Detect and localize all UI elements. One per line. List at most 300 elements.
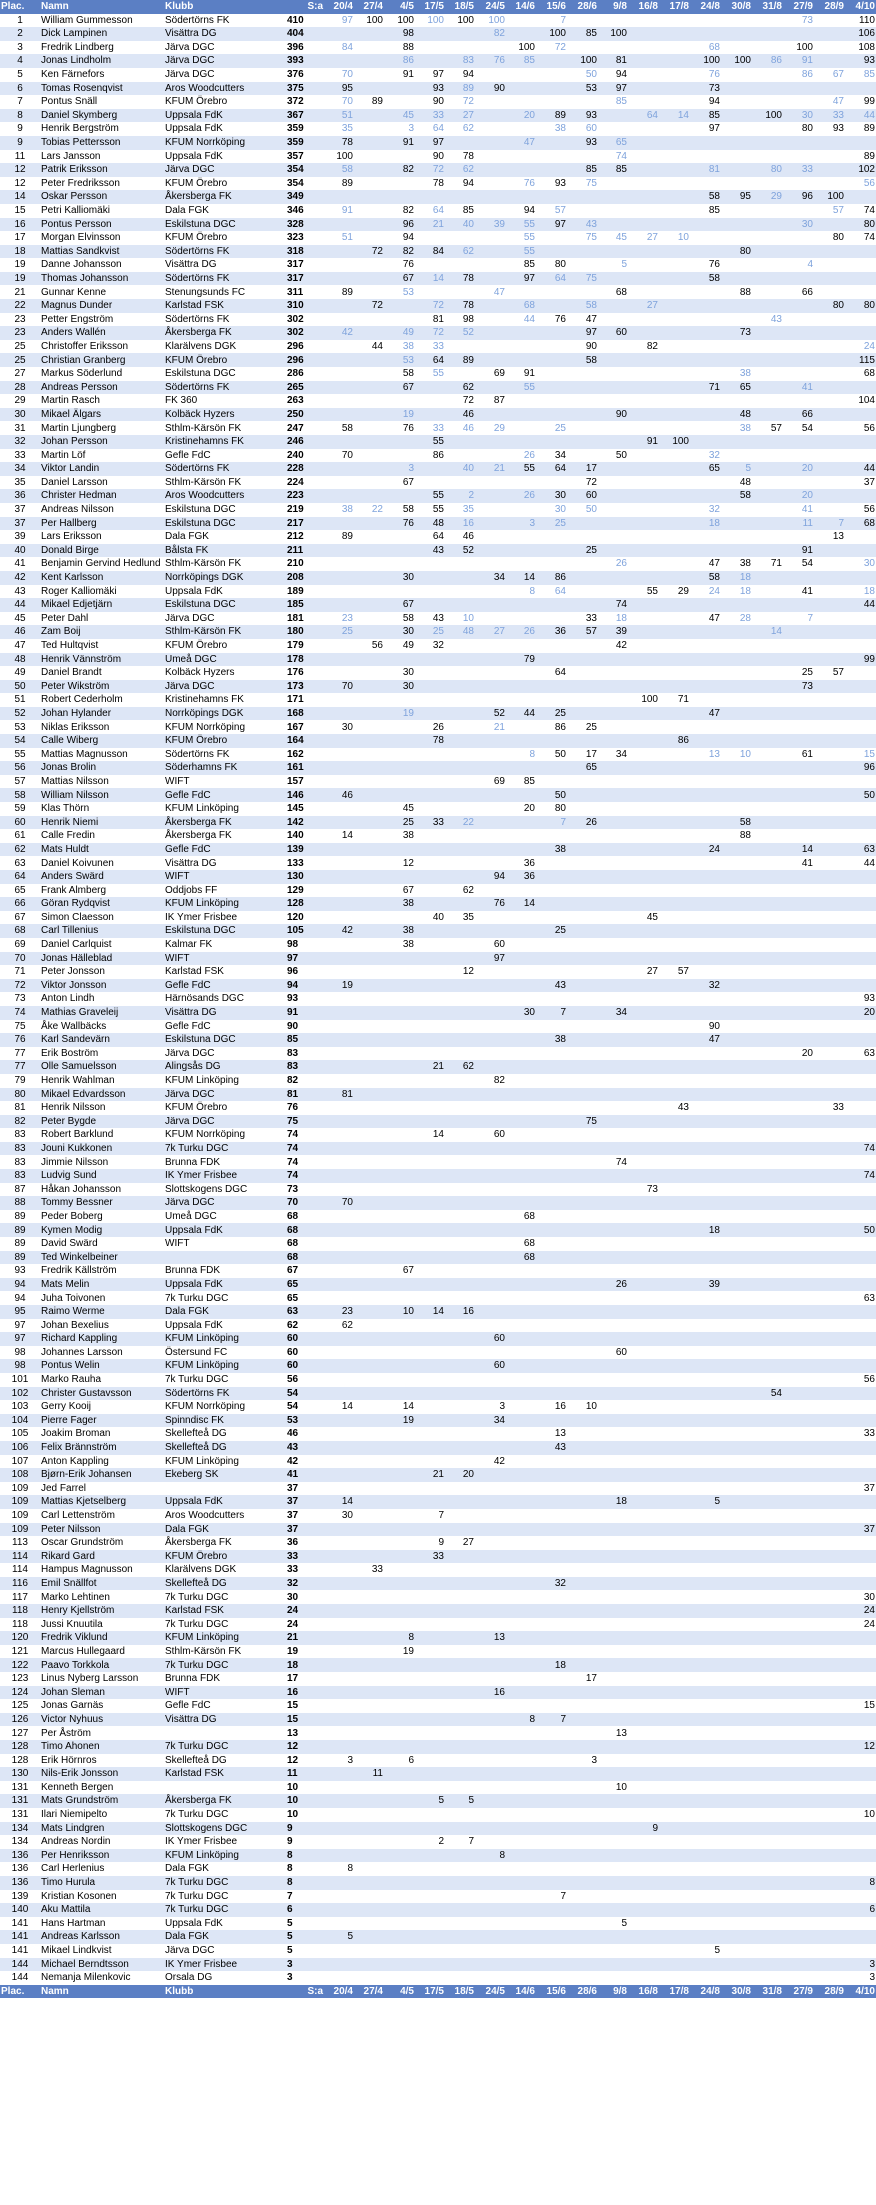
round-score <box>506 1441 536 1455</box>
round-score <box>659 1468 690 1482</box>
player-name: Martin Löf <box>40 449 164 463</box>
round-score <box>628 1237 659 1251</box>
place-cell: 94 <box>0 1278 40 1292</box>
round-score <box>752 748 783 762</box>
round-score: 91 <box>783 54 814 68</box>
round-score <box>475 530 506 544</box>
round-score <box>415 965 445 979</box>
round-score <box>752 693 783 707</box>
total-score: 9 <box>286 1835 324 1849</box>
table-row <box>0 1713 876 1727</box>
club-name: Klarälvens DGK <box>164 340 286 354</box>
round-score <box>384 1590 415 1604</box>
round-score <box>384 992 415 1006</box>
round-score: 100 <box>475 14 506 28</box>
player-name: Felix Brännström <box>40 1441 164 1455</box>
round-score <box>721 1876 752 1890</box>
round-score <box>628 27 659 41</box>
round-score: 72 <box>536 41 567 55</box>
round-score <box>415 1631 445 1645</box>
round-score: 4 <box>783 258 814 272</box>
round-score: 33 <box>814 1101 845 1115</box>
round-score <box>384 557 415 571</box>
round-score: 102 <box>845 163 876 177</box>
round-score <box>415 1196 445 1210</box>
round-score <box>752 177 783 191</box>
place-cell: 124 <box>0 1686 40 1700</box>
round-score <box>845 1509 876 1523</box>
round-score <box>721 1237 752 1251</box>
round-score: 23 <box>324 1305 354 1319</box>
round-score <box>475 1794 506 1808</box>
round-score <box>506 1944 536 1958</box>
round-score <box>690 435 721 449</box>
round-score <box>475 177 506 191</box>
place-cell: 6 <box>0 82 40 96</box>
round-score <box>721 1713 752 1727</box>
table-row <box>0 979 876 993</box>
round-score <box>814 449 845 463</box>
player-name: Patrik Eriksson <box>40 163 164 177</box>
round-score <box>598 761 628 775</box>
round-score <box>324 598 354 612</box>
round-score: 66 <box>783 408 814 422</box>
round-score <box>567 1713 598 1727</box>
round-score <box>536 1740 567 1754</box>
player-name: Fredrik Viklund <box>40 1631 164 1645</box>
round-score <box>659 476 690 490</box>
round-score <box>628 421 659 435</box>
round-score <box>475 1468 506 1482</box>
round-score <box>324 258 354 272</box>
round-score <box>659 856 690 870</box>
club-name: 7k Turku DGC <box>164 1590 286 1604</box>
round-score <box>783 1223 814 1237</box>
round-score <box>659 816 690 830</box>
round-score: 26 <box>598 1278 628 1292</box>
place-cell: 2 <box>0 27 40 41</box>
round-score <box>445 1427 475 1441</box>
round-score: 14 <box>324 1400 354 1414</box>
round-score: 21 <box>415 1060 445 1074</box>
round-score <box>567 41 598 55</box>
round-score <box>783 965 814 979</box>
place-cell: 9 <box>0 122 40 136</box>
round-score <box>567 598 598 612</box>
round-score <box>814 476 845 490</box>
round-score <box>506 979 536 993</box>
total-score: 56 <box>286 1373 324 1387</box>
place-cell: 109 <box>0 1495 40 1509</box>
round-score <box>475 829 506 843</box>
table-row <box>0 1509 876 1523</box>
round-score <box>598 571 628 585</box>
total-score: 68 <box>286 1251 324 1265</box>
total-score: 317 <box>286 258 324 272</box>
round-score <box>845 1088 876 1102</box>
total-score: 90 <box>286 1020 324 1034</box>
club-name: Södertörns FK <box>164 1387 286 1401</box>
round-score <box>721 1808 752 1822</box>
total-score: 7 <box>286 1890 324 1904</box>
round-score <box>598 979 628 993</box>
round-score <box>721 1020 752 1034</box>
round-score <box>721 109 752 123</box>
round-score <box>354 122 384 136</box>
round-score <box>536 1373 567 1387</box>
player-name: Jonas Lindholm <box>40 54 164 68</box>
round-score <box>445 1618 475 1632</box>
round-score <box>536 1142 567 1156</box>
round-score <box>415 1251 445 1265</box>
total-score: 96 <box>286 965 324 979</box>
club-name: Norrköpings DGK <box>164 571 286 585</box>
round-score <box>690 897 721 911</box>
round-score <box>659 1958 690 1972</box>
table-row <box>0 1699 876 1713</box>
round-score <box>752 367 783 381</box>
total-score: 180 <box>286 625 324 639</box>
total-score: 83 <box>286 1047 324 1061</box>
round-score: 57 <box>814 204 845 218</box>
round-score <box>628 1862 659 1876</box>
round-score <box>475 1101 506 1115</box>
round-score <box>628 1917 659 1931</box>
player-name: Andreas Nordin <box>40 1835 164 1849</box>
player-name: Michael Berndtsson <box>40 1958 164 1972</box>
round-score: 68 <box>506 1237 536 1251</box>
round-score <box>567 421 598 435</box>
round-score <box>324 1740 354 1754</box>
round-score <box>324 693 354 707</box>
column-header: 27/9 <box>783 0 814 14</box>
round-score <box>384 911 415 925</box>
round-score <box>721 897 752 911</box>
round-score <box>354 27 384 41</box>
round-score <box>536 1794 567 1808</box>
round-score <box>598 1577 628 1591</box>
round-score <box>783 27 814 41</box>
round-score <box>445 1128 475 1142</box>
table-row <box>0 1074 876 1088</box>
round-score <box>721 27 752 41</box>
place-cell: 48 <box>0 653 40 667</box>
place-cell: 82 <box>0 1115 40 1129</box>
round-score <box>324 1468 354 1482</box>
player-name: Mathias Graveleij <box>40 1006 164 1020</box>
round-score <box>384 734 415 748</box>
total-score: 223 <box>286 489 324 503</box>
place-cell: 36 <box>0 489 40 503</box>
round-score <box>354 489 384 503</box>
round-score <box>354 979 384 993</box>
round-score <box>598 204 628 218</box>
round-score <box>354 788 384 802</box>
club-name: Uppsala FdK <box>164 109 286 123</box>
table-row <box>0 190 876 204</box>
round-score <box>567 408 598 422</box>
round-score <box>845 258 876 272</box>
round-score <box>752 1305 783 1319</box>
round-score <box>628 1781 659 1795</box>
place-cell: 31 <box>0 421 40 435</box>
total-score: 396 <box>286 41 324 55</box>
round-score <box>384 720 415 734</box>
round-score <box>384 1740 415 1754</box>
place-cell: 70 <box>0 952 40 966</box>
round-score: 44 <box>845 462 876 476</box>
round-score <box>384 394 415 408</box>
player-name: Timo Hurula <box>40 1876 164 1890</box>
place-cell: 134 <box>0 1835 40 1849</box>
round-score <box>506 1264 536 1278</box>
round-score <box>721 1128 752 1142</box>
total-score: 247 <box>286 421 324 435</box>
club-name: KFUM Linköping <box>164 1074 286 1088</box>
round-score <box>659 1794 690 1808</box>
round-score: 7 <box>445 1835 475 1849</box>
round-score <box>845 1319 876 1333</box>
round-score <box>721 1278 752 1292</box>
round-score <box>752 14 783 28</box>
round-score <box>659 761 690 775</box>
round-score <box>752 1794 783 1808</box>
round-score <box>384 150 415 164</box>
total-score: 410 <box>286 14 324 28</box>
total-score: 173 <box>286 680 324 694</box>
round-score <box>324 1169 354 1183</box>
round-score: 89 <box>354 95 384 109</box>
table-row <box>0 1563 876 1577</box>
place-cell: 114 <box>0 1550 40 1564</box>
table-row <box>0 1183 876 1197</box>
player-name: Anton Lindh <box>40 992 164 1006</box>
round-score <box>324 1577 354 1591</box>
round-score <box>475 1387 506 1401</box>
round-score <box>721 720 752 734</box>
round-score <box>628 1754 659 1768</box>
place-cell: 114 <box>0 1563 40 1577</box>
column-header: 4/5 <box>384 1985 415 1999</box>
round-score <box>354 1590 384 1604</box>
round-score <box>567 843 598 857</box>
column-header: 27/4 <box>354 0 384 14</box>
round-score <box>659 299 690 313</box>
round-score <box>628 258 659 272</box>
table-row <box>0 1196 876 1210</box>
round-score <box>659 802 690 816</box>
round-score <box>506 503 536 517</box>
round-score <box>752 517 783 531</box>
round-score <box>415 992 445 1006</box>
round-score <box>324 1958 354 1972</box>
round-score <box>721 1754 752 1768</box>
place-cell: 39 <box>0 530 40 544</box>
place-cell: 109 <box>0 1523 40 1537</box>
round-score <box>845 1835 876 1849</box>
table-row <box>0 1577 876 1591</box>
player-name: Peder Boberg <box>40 1210 164 1224</box>
round-score <box>506 122 536 136</box>
round-score <box>845 965 876 979</box>
column-header: Plac. <box>0 1985 40 1999</box>
round-score <box>536 1359 567 1373</box>
round-score <box>783 1618 814 1632</box>
player-name: Zam Boij <box>40 625 164 639</box>
round-score <box>659 952 690 966</box>
round-score <box>445 1142 475 1156</box>
round-score <box>690 1468 721 1482</box>
round-score <box>445 1047 475 1061</box>
round-score: 89 <box>845 150 876 164</box>
round-score <box>506 1876 536 1890</box>
round-score: 26 <box>506 489 536 503</box>
club-name: Eskilstuna DGC <box>164 503 286 517</box>
round-score <box>598 1142 628 1156</box>
round-score <box>783 1672 814 1686</box>
round-score <box>384 1020 415 1034</box>
round-score <box>628 449 659 463</box>
place-cell: 69 <box>0 938 40 952</box>
round-score <box>845 680 876 694</box>
round-score <box>506 1917 536 1931</box>
round-score <box>536 1264 567 1278</box>
round-score <box>659 1359 690 1373</box>
round-score: 87 <box>475 394 506 408</box>
column-header: 20/4 <box>324 0 354 14</box>
round-score: 57 <box>752 421 783 435</box>
round-score: 47 <box>690 612 721 626</box>
round-score <box>415 190 445 204</box>
total-score: 10 <box>286 1808 324 1822</box>
round-score <box>690 788 721 802</box>
round-score <box>752 1876 783 1890</box>
round-score <box>475 924 506 938</box>
round-score <box>598 122 628 136</box>
round-score <box>536 1550 567 1564</box>
round-score <box>506 829 536 843</box>
round-score <box>567 1196 598 1210</box>
player-name: Daniel Carlquist <box>40 938 164 952</box>
round-score <box>354 1604 384 1618</box>
round-score <box>752 1509 783 1523</box>
club-name <box>164 1781 286 1795</box>
round-score <box>567 258 598 272</box>
place-cell: 41 <box>0 557 40 571</box>
round-score <box>690 1958 721 1972</box>
total-score: 296 <box>286 340 324 354</box>
round-score <box>354 720 384 734</box>
round-score <box>445 1903 475 1917</box>
round-score <box>415 408 445 422</box>
round-score <box>690 544 721 558</box>
round-score <box>690 1387 721 1401</box>
round-score: 40 <box>415 911 445 925</box>
round-score <box>445 190 475 204</box>
column-header: 31/8 <box>752 1985 783 1999</box>
round-score <box>475 95 506 109</box>
round-score: 85 <box>690 204 721 218</box>
round-score <box>415 1210 445 1224</box>
round-score <box>415 884 445 898</box>
place-cell: 140 <box>0 1903 40 1917</box>
total-score: 60 <box>286 1346 324 1360</box>
round-score: 42 <box>598 639 628 653</box>
round-score <box>415 1672 445 1686</box>
round-score: 42 <box>324 326 354 340</box>
round-score <box>690 1427 721 1441</box>
player-name: Viktor Landin <box>40 462 164 476</box>
round-score <box>814 258 845 272</box>
round-score <box>659 1726 690 1740</box>
round-score <box>690 1876 721 1890</box>
round-score <box>354 1074 384 1088</box>
round-score <box>783 1359 814 1373</box>
round-score <box>598 272 628 286</box>
round-score: 25 <box>384 816 415 830</box>
club-name: 7k Turku DGC <box>164 1808 286 1822</box>
place-cell: 89 <box>0 1251 40 1265</box>
round-score <box>783 95 814 109</box>
round-score <box>415 1346 445 1360</box>
round-score: 89 <box>324 530 354 544</box>
round-score: 100 <box>384 14 415 28</box>
round-score <box>415 1590 445 1604</box>
round-score <box>506 1346 536 1360</box>
round-score <box>506 1835 536 1849</box>
round-score: 56 <box>845 177 876 191</box>
round-score <box>814 1767 845 1781</box>
round-score: 72 <box>354 245 384 259</box>
round-score: 42 <box>324 924 354 938</box>
total-score: 3 <box>286 1958 324 1972</box>
round-score <box>814 856 845 870</box>
round-score: 53 <box>567 82 598 96</box>
round-score <box>721 1251 752 1265</box>
round-score <box>659 1890 690 1904</box>
round-score <box>567 1319 598 1333</box>
total-score: 73 <box>286 1183 324 1197</box>
round-score <box>536 1047 567 1061</box>
round-score <box>752 285 783 299</box>
round-score <box>354 1033 384 1047</box>
round-score <box>628 829 659 843</box>
round-score <box>690 1414 721 1428</box>
round-score <box>845 911 876 925</box>
round-score <box>598 1128 628 1142</box>
round-score <box>536 1101 567 1115</box>
club-name: Klarälvens DGK <box>164 1563 286 1577</box>
round-score <box>814 1319 845 1333</box>
round-score <box>814 1387 845 1401</box>
round-score <box>536 965 567 979</box>
round-score <box>567 734 598 748</box>
round-score <box>814 1550 845 1564</box>
round-score: 85 <box>567 27 598 41</box>
column-header: 20/4 <box>324 1985 354 1999</box>
round-score <box>354 1917 384 1931</box>
player-name: Christer Hedman <box>40 489 164 503</box>
round-score: 32 <box>690 979 721 993</box>
round-score <box>324 1631 354 1645</box>
round-score <box>354 435 384 449</box>
round-score: 47 <box>690 557 721 571</box>
round-score: 41 <box>783 503 814 517</box>
round-score: 5 <box>415 1794 445 1808</box>
round-score <box>690 1482 721 1496</box>
round-score <box>567 952 598 966</box>
round-score: 58 <box>690 272 721 286</box>
